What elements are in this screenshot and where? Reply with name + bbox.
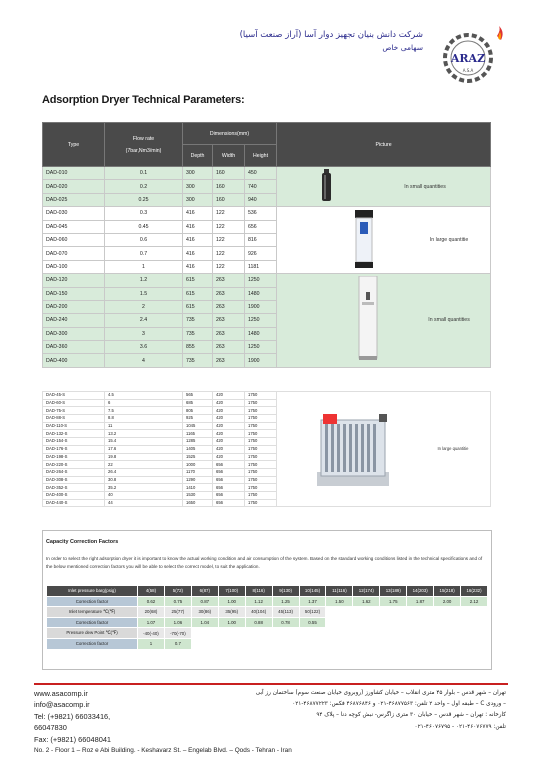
table-row: DAD-300 3 735 263 1480 xyxy=(43,327,491,340)
capacity-description: In order to select the right adsorption dryer it is important to know the actual working condition and air consumption of the system. Based on the standard working conditions listed in the technical specifications and of the below mentioned correction factors you will be able to select the correct model, to suit the application. xyxy=(46,556,483,569)
picture-cell-3: In small quantities xyxy=(277,274,491,368)
table-row: DAD-176-S 17.6 1405 420 1750 xyxy=(43,445,491,453)
factory-phone-fa: تلفن: ۴۶۰۷۶۷۷۹-۰۲۱ - ۴۶۰۷۶۷۹۵-۰۲۱ xyxy=(414,723,506,730)
company-type: سهامی خاص xyxy=(382,43,423,52)
page-title: Adsorption Dryer Technical Parameters: xyxy=(42,94,245,106)
address-fa-line-1: تهران – شهر قدس – بلوار ۴۵ متری انقلاب – خیابان کشاورز (روبروی خیابان صنعت سوم) ساختمان رز آبی xyxy=(255,690,506,696)
industrial-dryer-image xyxy=(317,412,389,490)
table-row: DAD-132-S 13.2 1165 420 1750 xyxy=(43,430,491,438)
table-row: DAD-020 0.2 300 160 740 xyxy=(43,180,491,193)
table-row: Inlet temperature ℃(℉) 20(68) 25(77) 30(86) 35(95) 40(104) 45(113) 50(122) xyxy=(47,607,488,618)
table-row: DAD-440-S 44 1650 656 1750 xyxy=(43,499,491,507)
col-width: Width xyxy=(213,145,245,167)
fax: Fax: (+9821) 66048041 xyxy=(34,734,112,744)
table-row: Inlet pressure barg(psig) 4(58) 5(72) 6(87) 7(100) 8(116) 9(130) 10(145) 11(116) 12(174) 13(189) 14(203) 15(218) 16(232) xyxy=(47,586,488,597)
company-name: شرکت دانش بنیان تجهیز دوار آسا (آراز صنعت آسیا) xyxy=(239,30,423,40)
technical-table xyxy=(42,122,491,368)
table-row: DAD-045 0.45 416 122 656 xyxy=(43,220,491,233)
table-row: DAD-154-S 15.4 1285 420 1750 xyxy=(43,438,491,446)
email-link[interactable]: info@asacomp.ir xyxy=(34,700,90,710)
table-row: DAD-400 4 735 263 1900 xyxy=(43,354,491,367)
picture-cell-4: In large quantitie xyxy=(277,392,491,507)
medium-dryer-image xyxy=(353,210,375,268)
table-row: DAD-400-S 40 1530 656 1750 xyxy=(43,491,491,499)
company-header xyxy=(240,30,423,52)
table-row: DAD-200 2 615 263 1900 xyxy=(43,300,491,313)
table-row: DAD-198-S 19.8 1525 420 1750 xyxy=(43,453,491,461)
table-row: DAD-45-S 4.5 565 420 1750 In large quantitie xyxy=(43,392,491,400)
col-height: Height xyxy=(245,145,277,167)
table-row: DAD-150 1.5 615 263 1480 xyxy=(43,287,491,300)
phone: Tel: (+9821) 66033416, xyxy=(34,711,111,721)
table-row: DAD-010 0.1 300 160 450 In small quantities xyxy=(43,167,491,180)
footer-divider xyxy=(34,683,508,685)
col-dimensions: Dimensions(mm) xyxy=(183,123,277,145)
large-series-table xyxy=(42,391,491,507)
table-row: DAD-070 0.7 416 122 926 xyxy=(43,247,491,260)
factory-address-fa: کارخانه : تهران – شهر قدس – خیابان ۳۰ متری زاگرس- نبش کوچه دنا – پلاک ۹۴ xyxy=(316,712,506,719)
address-en: No. 2 - Floor 1 – Roz e Abi Building. - Keshavarz St. – Engelab Blvd. – Qods - Tehran - Iran xyxy=(34,747,292,755)
table-row: DAD-100 1 416 122 1181 xyxy=(43,260,491,273)
correction-table xyxy=(46,585,488,650)
picture-cell-1: In small quantities xyxy=(277,167,491,207)
table-row: DAD-75-S 7.5 805 420 1750 xyxy=(43,407,491,415)
table-row: DAD-308-S 30.8 1290 656 1750 xyxy=(43,476,491,484)
table-row: DAD-110-S 11 1045 420 1750 xyxy=(43,422,491,430)
footer-contact-fa xyxy=(176,688,506,733)
col-picture: Picture xyxy=(277,123,491,167)
table-row: Correction factor 1.07 1.06 1.04 1.00 0.88 0.78 0.55 xyxy=(47,617,488,628)
col-type: Type xyxy=(43,123,105,167)
table-row: DAD-025 0.25 300 160 940 xyxy=(43,193,491,206)
capacity-heading: Capacity Correction Factors xyxy=(46,539,119,545)
table-row: DAD-030 0.3 416 122 536 In large quantitie xyxy=(43,207,491,220)
phone-2: 66047830 xyxy=(34,723,67,733)
col-flow: Flow rate (7bar,Nm3/min) xyxy=(105,123,183,167)
table-row: DAD-060 0.6 416 122 816 xyxy=(43,233,491,246)
table-row: DAD-352-S 35.2 1410 656 1750 xyxy=(43,484,491,492)
table-row: DAD-60-S 6 685 420 1750 xyxy=(43,399,491,407)
table-row: DAD-220-S 22 1000 656 1750 xyxy=(43,461,491,469)
website-link[interactable]: www.asacomp.ir xyxy=(34,689,88,698)
table-row: DAD-88-S 8.8 925 420 1750 xyxy=(43,415,491,423)
table-row: DAD-120 1.2 615 263 1250 In small quantities xyxy=(43,274,491,287)
capacity-section xyxy=(42,530,492,670)
table-row: Correction factor 0.62 0.75 0.87 1.00 1.12 1.25 1.37 1.50 1.62 1.75 1.87 2.00 2.12 xyxy=(47,596,488,607)
svg-text:A.S.A: A.S.A xyxy=(462,68,474,73)
table-row: DAD-240 2.4 735 263 1250 xyxy=(43,314,491,327)
table-row: DAD-360 3.6 855 263 1250 xyxy=(43,341,491,354)
svg-text:ARAZ: ARAZ xyxy=(450,52,486,65)
table-row: DAD-264-S 26.4 1170 656 1750 xyxy=(43,468,491,476)
address-fa-line-2: – ورودی C – طبقه اول – واحد ۲ تلفن: ۴۶۸۷۷۵۶۳-۰۲۱ و ۴۶۸۷۶۸۴۶ فکس: ۴۶۸۷۷۲۲۳-۰۲۱ xyxy=(292,701,506,708)
company-logo xyxy=(435,26,513,88)
large-dryer-image xyxy=(357,276,379,360)
table-row: Correction factor 1 0.7 xyxy=(47,638,488,649)
table-row: Pressure dew Point ℃(℉) -40(-40) -70(-70) xyxy=(47,628,488,639)
picture-cell-2: In large quantitie xyxy=(277,207,491,274)
col-depth: Depth xyxy=(183,145,213,167)
small-dryer-image xyxy=(319,169,333,205)
